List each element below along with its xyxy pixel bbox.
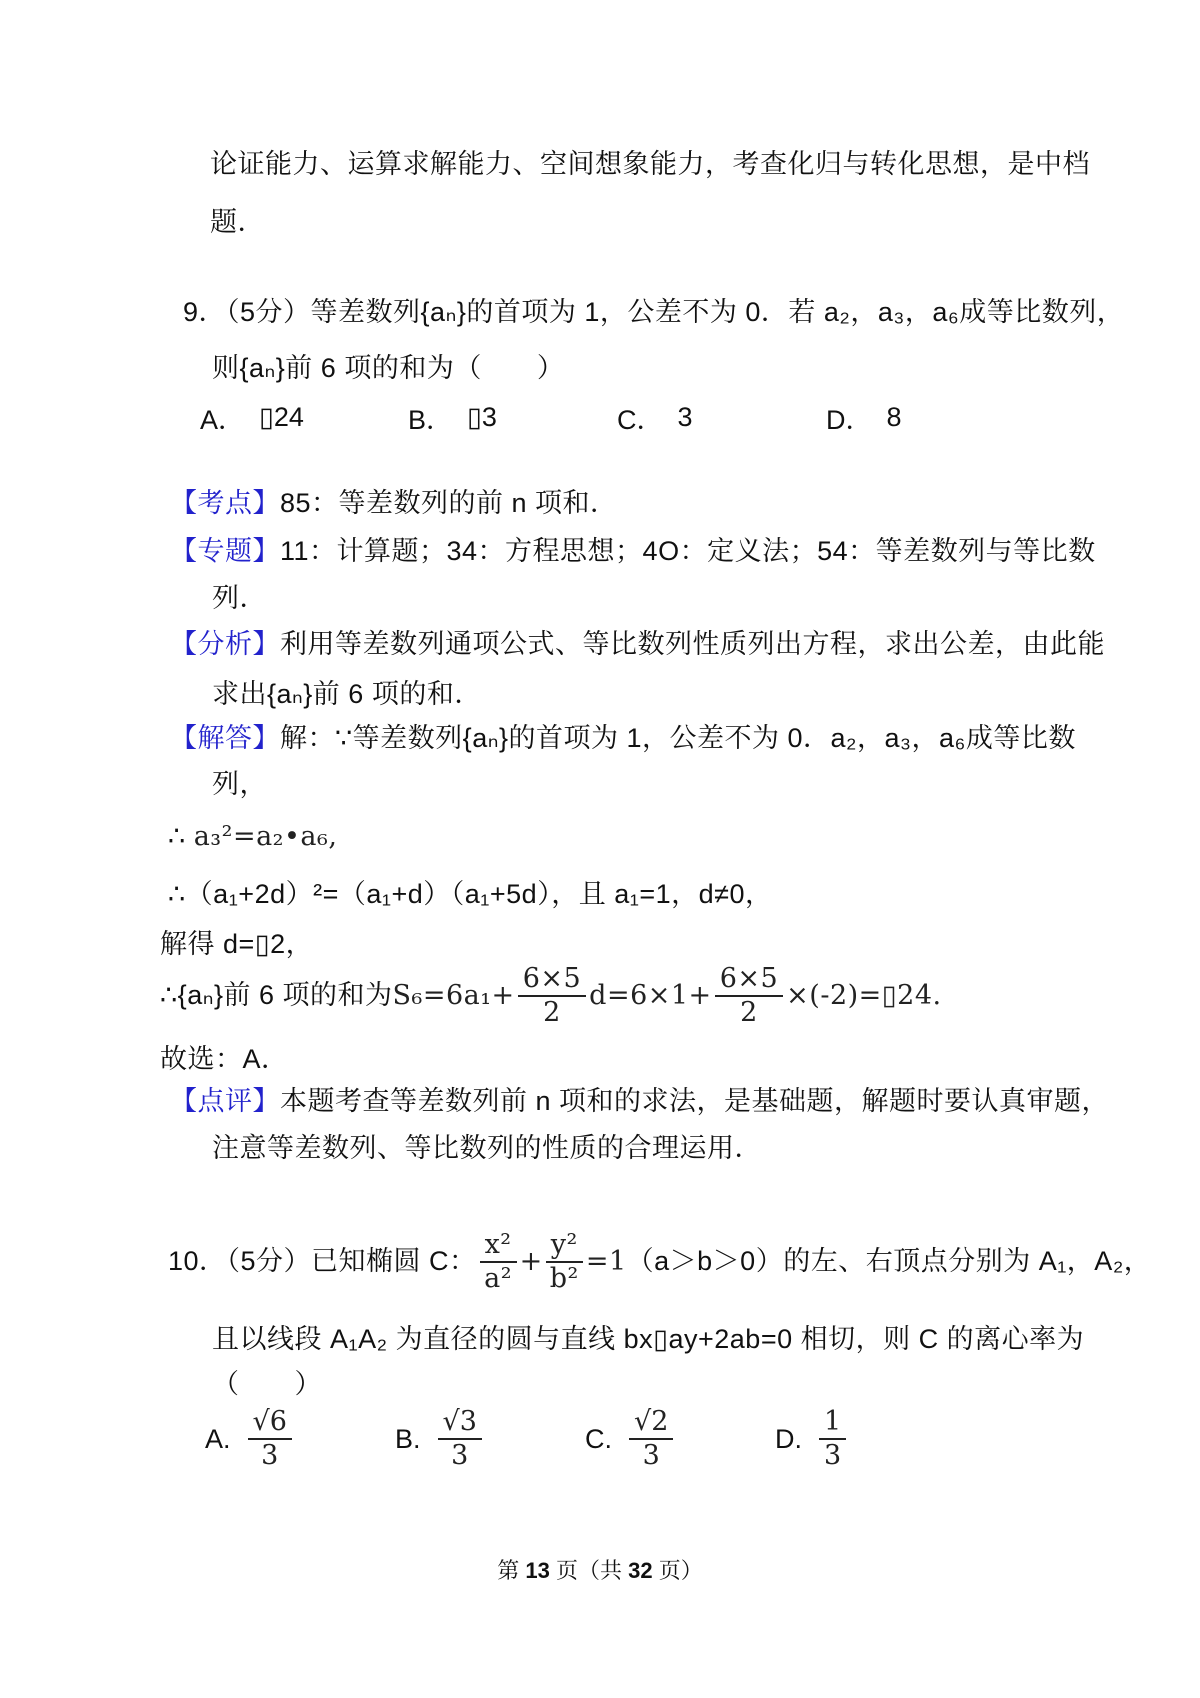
formula-a3-squared: a₃²=a₂•a₆,: [193, 821, 338, 852]
s6-pre-text: ∴{aₙ}前 6 项的和为: [160, 980, 393, 1011]
intro-line-1: 论证能力、运算求解能力、空间想象能力，考查化归与转化思想，是中档: [210, 149, 1090, 179]
q10-fraction-y-numerator: y²: [546, 1231, 583, 1263]
therefore-symbol: ∴: [168, 821, 186, 851]
q10-stem-line-2: 且以线段 A₁A₂ 为直径的圆与直线 bx▯ay+2ab=0 相切，则 C 的离心率为: [212, 1324, 1085, 1354]
q10-option-a-label: A.: [205, 1423, 231, 1454]
q10-option-d-fraction: [819, 1408, 846, 1471]
q10-option-a-denominator: 3: [261, 1440, 279, 1472]
jieda-label: 【解答】: [170, 723, 280, 753]
s6-fraction-2-numerator: 6×5: [715, 965, 783, 997]
q9-answer-line: 故选：A．: [160, 1044, 289, 1074]
q9-fenxi-line-2: 求出{aₙ}前 6 项的和．: [212, 679, 482, 709]
q10-option-b: [395, 1408, 485, 1471]
q10-option-d-label: D.: [775, 1423, 802, 1454]
fenxi-text-1: 利用等差数列通项公式、等比数列性质列出方程，求出公差，由此能: [280, 629, 1105, 659]
intro-line-2: 题．: [210, 207, 265, 237]
footer-middle: 页（共: [549, 1558, 629, 1583]
dianping-text-1: 本题考查等差数列前 n 项和的求法，是基础题，解题时要认真审题，: [280, 1086, 1110, 1116]
s6-fraction-2-denominator: 2: [740, 997, 758, 1028]
q10-stem-post: （a＞b＞0）的左、右顶点分别为 A₁，A₂，: [626, 1246, 1152, 1277]
q9-option-a-label: A．: [200, 405, 246, 435]
q9-option-c-value: 3: [677, 402, 693, 432]
s6-fraction-1-denominator: 2: [543, 997, 561, 1028]
q10-option-d: [775, 1408, 849, 1471]
q10-option-c-numerator: √2: [629, 1408, 673, 1440]
q10-fraction-y: [546, 1228, 583, 1294]
s6-tail: ×(-2)=▯24.: [786, 980, 942, 1012]
q10-stem-pre: 10．（5分）已知椭圆 C：: [168, 1246, 477, 1277]
q10-fraction-y-denominator: b²: [549, 1263, 579, 1294]
q10-equals-one: =1: [585, 1246, 627, 1278]
q9-option-d-value: 8: [886, 402, 902, 432]
q10-option-a-numerator: √6: [248, 1408, 292, 1440]
q10-option-b-denominator: 3: [451, 1440, 469, 1472]
zhuanti-label: 【专题】: [170, 536, 280, 566]
dianping-label: 【点评】: [170, 1086, 280, 1116]
q9-option-d-label: D．: [826, 405, 873, 435]
s6-fraction-1-numerator: 6×5: [518, 965, 586, 997]
q9-kaodian-line: [170, 487, 618, 521]
s6-fraction-1: [518, 962, 586, 1028]
q9-option-a-value: ▯24: [259, 402, 304, 432]
q9-s6-formula-row: [160, 962, 942, 1028]
q9-dianping-line-2: 注意等差数列、等比数列的性质的合理运用．: [212, 1133, 762, 1163]
q9-fenxi-line-1: [170, 628, 1105, 662]
q9-jieda-line-1: [170, 722, 1076, 756]
q10-option-b-label: B.: [395, 1423, 421, 1454]
q10-option-c-denominator: 3: [642, 1440, 660, 1472]
q10-option-d-numerator: 1: [819, 1408, 846, 1440]
q10-option-c-label: C.: [585, 1423, 612, 1454]
q9-zhuanti-line-1: [170, 535, 1096, 569]
footer-page-number: 13: [525, 1558, 550, 1583]
q9-zhuanti-line-2: 列．: [212, 583, 267, 613]
q9-stem-line-1: 9．（5分）等差数列{aₙ}的首项为 1，公差不为 0．若 a₂，a₃，a₆成等比数列，: [183, 297, 1125, 327]
kaodian-label: 【考点】: [170, 488, 280, 518]
q9-option-c-label: C．: [617, 405, 664, 435]
footer-suffix: 页）: [652, 1558, 703, 1583]
jieda-text-1: 解：∵等差数列{aₙ}的首项为 1，公差不为 0．a₂，a₃，a₆成等比数: [280, 723, 1076, 753]
q10-fraction-x-denominator: a²: [484, 1263, 513, 1294]
s6-fraction-2: [715, 962, 783, 1028]
fenxi-label: 【分析】: [170, 629, 280, 659]
q9-jieda-line-4: 解得 d=▯2，: [160, 929, 314, 959]
footer-total-pages: 32: [628, 1558, 653, 1583]
s6-mid: d=6×1+: [589, 980, 712, 1012]
q9-jieda-line-3: ∴（a₁+2d）²=（a₁+d）（a₁+5d），且 a₁=1，d≠0，: [168, 879, 773, 909]
zhuanti-text-1: 11：计算题；34：方程思想；4O：定义法；54：等差数列与等比数: [280, 536, 1096, 566]
q9-jieda-line-2: 列，: [212, 769, 267, 799]
q9-option-b-label: B．: [408, 405, 454, 435]
q10-option-a: [205, 1408, 295, 1471]
q10-fraction-x: [480, 1228, 517, 1294]
q10-option-b-fraction: [438, 1408, 482, 1471]
footer-prefix: 第: [497, 1558, 526, 1583]
q9-option-d: [826, 398, 902, 437]
page-footer: [0, 1554, 1200, 1585]
q10-option-d-denominator: 3: [824, 1440, 842, 1472]
q10-stem-line-1: [168, 1227, 1151, 1297]
q9-stem-line-2: 则{aₙ}前 6 项的和为（ ）: [212, 353, 565, 383]
q10-fraction-x-numerator: x²: [480, 1231, 517, 1263]
kaodian-text: 85：等差数列的前 n 项和．: [280, 488, 618, 518]
q9-option-b-value: ▯3: [467, 402, 497, 432]
q10-option-c-fraction: [629, 1408, 673, 1471]
q10-option-b-numerator: √3: [438, 1408, 482, 1440]
q10-stem-line-3: （ ）: [212, 1369, 322, 1399]
s6-lead: S₆=6a₁+: [392, 980, 515, 1012]
q10-option-a-fraction: [248, 1408, 292, 1471]
q9-formula-a3: [168, 820, 337, 854]
q9-dianping-line-1: [170, 1085, 1109, 1119]
q10-plus-sign: +: [519, 1246, 543, 1278]
q9-option-c: [617, 398, 693, 437]
q10-option-c: [585, 1408, 676, 1471]
q9-option-a: [200, 398, 304, 437]
q9-option-b: [408, 398, 497, 437]
